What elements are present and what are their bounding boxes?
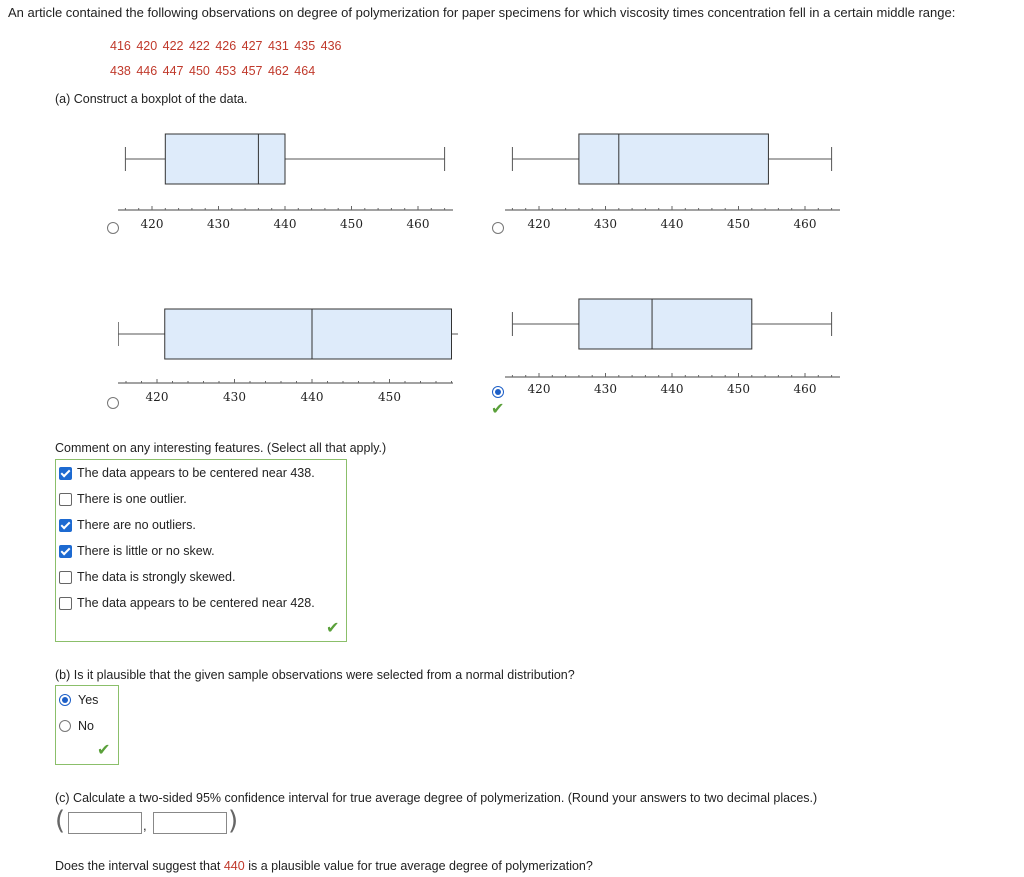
part-c-prompt: (c) Calculate a two-sided 95% confidence interval for true average degree of polymerization. (Round your answers to two decimal places.) xyxy=(55,791,818,805)
interval-comma: , xyxy=(143,818,147,833)
tick-label: 420 xyxy=(527,217,551,231)
tick-label: 430 xyxy=(594,217,617,231)
tick-label: 430 xyxy=(207,217,230,231)
comment-option-label-3: There are no outliers. xyxy=(77,518,196,532)
final-question xyxy=(55,859,593,873)
problem-intro: An article contained the following observations on degree of polymerization for paper specimens for which viscosity times concentration fell in a certain middle range: xyxy=(8,5,956,20)
comment-checkbox-3[interactable] xyxy=(59,519,72,532)
part-b-radio-yes[interactable] xyxy=(59,694,71,706)
box-iqr xyxy=(579,134,769,184)
comment-checkbox-2[interactable] xyxy=(59,493,72,506)
final-question-pre: Does the interval suggest that xyxy=(55,859,224,873)
final-question-value: 440 xyxy=(223,859,245,873)
box-iqr xyxy=(579,299,752,349)
tick-label: 450 xyxy=(378,390,401,404)
interval-open-paren: ( xyxy=(55,806,66,836)
tick-label: 450 xyxy=(727,217,750,231)
final-question-post: is a plausible value for true average degree of polymerization? xyxy=(244,859,593,873)
boxplot-option-1 xyxy=(118,130,458,240)
comment-option-label-6: The data appears to be centered near 428. xyxy=(77,596,315,610)
tick-label: 430 xyxy=(223,390,246,404)
boxplot-option-radio-4[interactable] xyxy=(492,386,504,398)
comment-checkbox-5[interactable] xyxy=(59,571,72,584)
box-iqr xyxy=(165,134,285,184)
tick-label: 440 xyxy=(660,382,684,396)
comment-option-label-4: There is little or no skew. xyxy=(77,544,215,558)
part-b-prompt: (b) Is it plausible that the given sample observations were selected from a normal distribution? xyxy=(55,668,575,682)
tick-label: 440 xyxy=(300,390,324,404)
tick-label: 420 xyxy=(145,390,169,404)
boxplot-option-4 xyxy=(505,295,845,405)
tick-label: 440 xyxy=(660,217,684,231)
comment-checkbox-6[interactable] xyxy=(59,597,72,610)
interval-close-paren: ) xyxy=(228,806,239,836)
tick-label: 450 xyxy=(727,382,750,396)
correct-check-icon: ✔ xyxy=(326,620,340,637)
ci-lower-input[interactable] xyxy=(68,812,142,834)
part-b-label-yes: Yes xyxy=(78,693,99,707)
tick-label: 430 xyxy=(594,382,617,396)
ci-upper-input[interactable] xyxy=(153,812,227,834)
tick-label: 460 xyxy=(406,217,430,231)
part-a-prompt: (a) Construct a boxplot of the data. xyxy=(55,92,248,106)
comment-option-label-5: The data is strongly skewed. xyxy=(77,570,236,584)
comment-checkbox-1[interactable] xyxy=(59,467,72,480)
comment-checkbox-4[interactable] xyxy=(59,545,72,558)
correct-check-icon: ✔ xyxy=(97,742,111,759)
comment-option-label-2: There is one outlier. xyxy=(77,492,187,506)
comment-prompt: Comment on any interesting features. (Select all that apply.) xyxy=(55,441,387,455)
boxplot-option-3 xyxy=(118,305,458,415)
tick-label: 420 xyxy=(140,217,164,231)
data-row-2: 438 446 447 450 453 457 462 464 xyxy=(110,64,316,78)
tick-label: 440 xyxy=(273,217,297,231)
correct-check-icon: ✔ xyxy=(491,401,505,418)
data-row-1: 416 420 422 422 426 427 431 435 436 xyxy=(110,39,342,53)
part-b-radio-no[interactable] xyxy=(59,720,71,732)
tick-label: 460 xyxy=(793,217,817,231)
boxplot-option-2 xyxy=(505,130,845,240)
comment-option-label-1: The data appears to be centered near 438. xyxy=(77,466,315,480)
boxplot-option-radio-2[interactable] xyxy=(492,222,504,234)
tick-label: 420 xyxy=(527,382,551,396)
tick-label: 460 xyxy=(793,382,817,396)
box-iqr xyxy=(165,309,452,359)
part-b-label-no: No xyxy=(78,719,94,733)
tick-label: 450 xyxy=(340,217,363,231)
